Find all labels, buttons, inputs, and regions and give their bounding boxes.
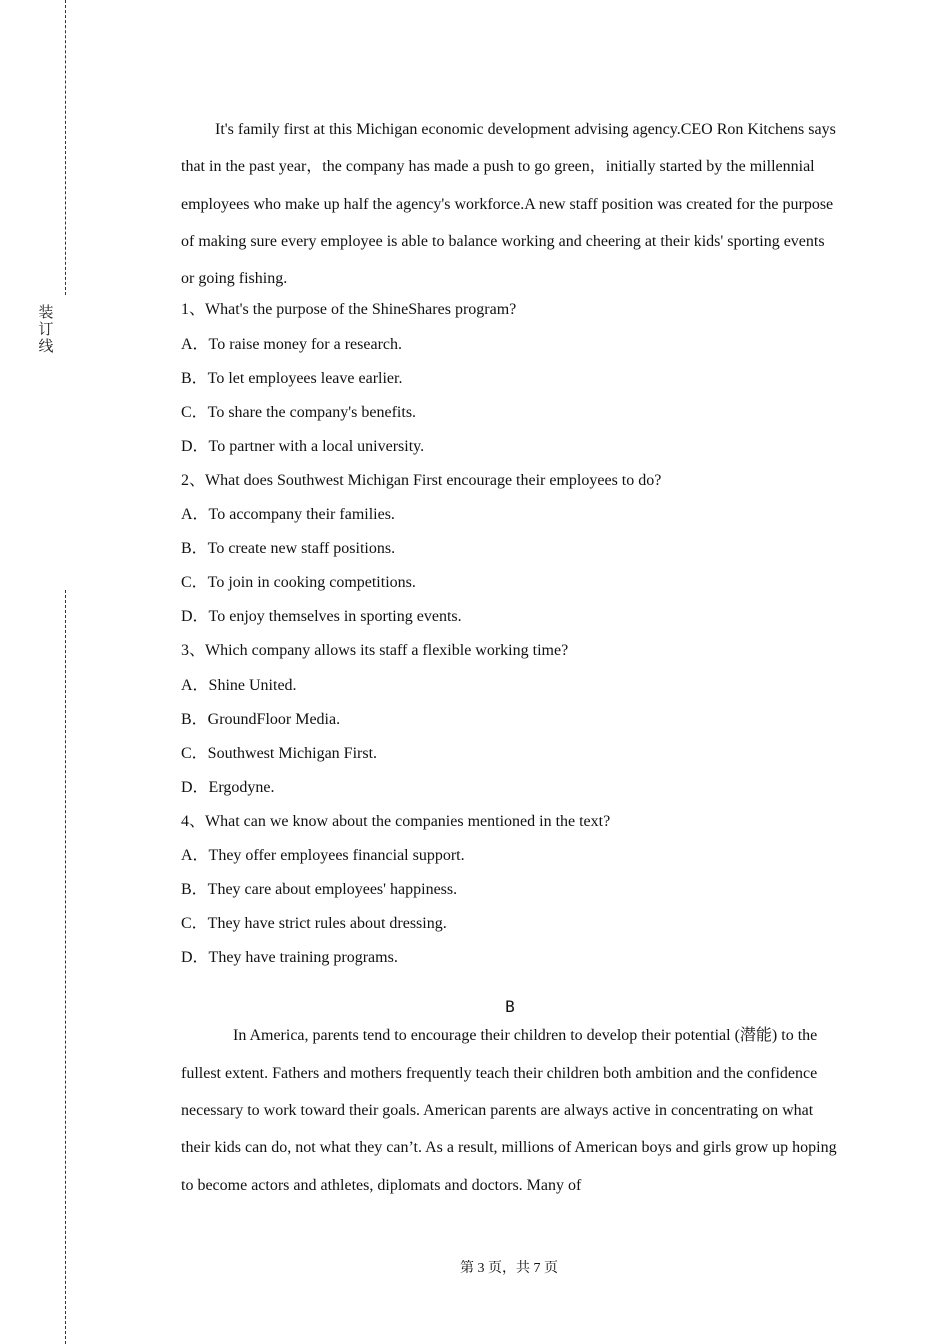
binding-label-char: 线: [38, 337, 54, 355]
question-3: [181, 634, 837, 804]
question-stem: 3、Which company allows its staff a flexible working time?: [181, 642, 569, 660]
binding-label-char: 装: [38, 303, 54, 321]
passage-b-paragraph: In America, parents tend to encourage their children to develop their potential (潜能) to the fullest extent. Fathers and mothers frequently teach their children both ambition and the confidence necessary to work toward their goals. American parents are always active in concentrating on what their kids can do, not what they can’t. As a result, millions of American boys and girls grow up hoping to become actors and athletes, diplomats and doctors. Many of: [181, 1027, 837, 1194]
binding-label-char: 订: [38, 320, 54, 338]
option-a: A．To raise money for a research.: [181, 335, 403, 353]
option-b: B．To create new staff positions.: [181, 540, 396, 558]
option-d: D．To partner with a local university.: [181, 437, 425, 455]
question-1: [181, 293, 837, 463]
option-b: B．GroundFloor Media.: [181, 710, 341, 728]
question-stem: 2、What does Southwest Michigan First encourage their employees to do?: [181, 471, 662, 489]
binding-label: [38, 304, 54, 355]
binding-line-bottom: [65, 590, 66, 1344]
option-b: B．They care about employees' happiness.: [181, 881, 458, 899]
question-2: [181, 464, 837, 634]
option-d: D．They have training programs.: [181, 949, 398, 967]
passage-a-paragraph: It's family first at this Michigan economic development advising agency.CEO Ron Kitchens says that in the past year，the company has made a push to go green，initially started by the millennial employees who make up half the agency's workforce.A new staff position was created for the purpose of making sure every employee is able to balance working and cheering at their kids' sporting events or going fishing.: [181, 121, 836, 288]
option-c: C．To join in cooking competitions.: [181, 574, 416, 592]
section-b-title: [181, 997, 837, 1017]
option-c: C．Southwest Michigan First.: [181, 744, 378, 762]
option-a: A．Shine United.: [181, 676, 297, 694]
option-d: D．To enjoy themselves in sporting events.: [181, 608, 462, 626]
option-c: C．They have strict rules about dressing.: [181, 915, 447, 933]
binding-line-top: [65, 0, 66, 295]
question-stem: 1、What's the purpose of the ShineShares program?: [181, 301, 517, 319]
option-b: B．To let employees leave earlier.: [181, 369, 403, 387]
page-footer: 第 3 页，共 7 页: [460, 1261, 558, 1276]
option-c: C．To share the company's benefits.: [181, 403, 417, 421]
question-4: [181, 805, 837, 975]
option-a: A．They offer employees financial support.: [181, 846, 465, 864]
option-a: A．To accompany their families.: [181, 506, 395, 524]
section-b-title-text: B: [505, 997, 515, 1017]
option-d: D．Ergodyne.: [181, 778, 275, 796]
page-content: [181, 111, 837, 1204]
question-list: [181, 293, 837, 975]
question-stem: 4、What can we know about the companies mentioned in the text?: [181, 812, 611, 830]
